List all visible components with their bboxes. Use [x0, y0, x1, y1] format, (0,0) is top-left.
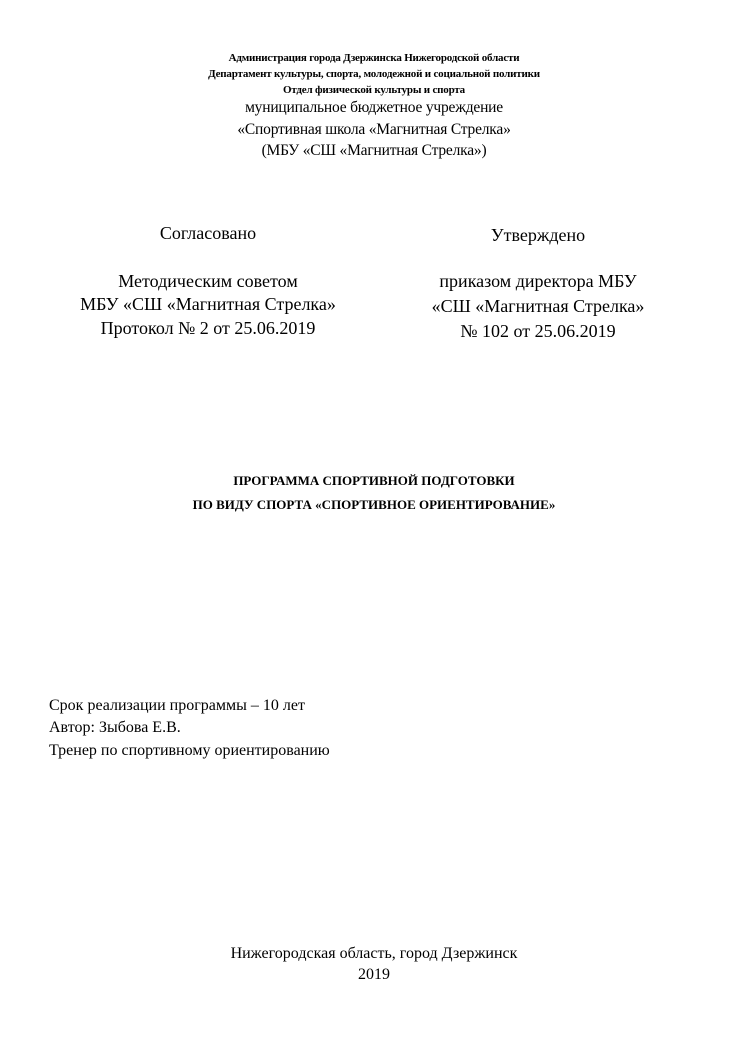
approval-left-line1: Методическим советом — [118, 271, 298, 291]
program-author: Автор: Зыбова Е.В. — [49, 719, 181, 736]
program-title-line1: ПРОГРАММА СПОРТИВНОЙ ПОДГОТОВКИ — [233, 473, 515, 488]
approval-right-line1: приказом директора МБУ — [439, 271, 637, 291]
program-term: Срок реализации программы – 10 лет — [49, 697, 305, 714]
approval-left-line2: МБУ «СШ «Магнитная Стрелка» — [80, 294, 336, 314]
footer-year: 2019 — [358, 966, 390, 983]
approval-left-line3: Протокол № 2 от 25.06.2019 — [100, 318, 316, 338]
author-role: Тренер по спортивному ориентированию — [49, 742, 330, 759]
program-title-line2: ПО ВИДУ СПОРТА «СПОРТИВНОЕ ОРИЕНТИРОВАНИЕ» — [192, 497, 556, 512]
header-institution-type: муниципальное бюджетное учреждение — [245, 99, 503, 116]
header-division: Отдел физической культуры и спорта — [283, 84, 465, 96]
header-institution-abbr: (МБУ «СШ «Магнитная Стрелка») — [261, 142, 487, 159]
approval-left-heading: Согласовано — [159, 223, 257, 243]
approval-right-line3: № 102 от 25.06.2019 — [460, 321, 616, 341]
header-institution-name: «Спортивная школа «Магнитная Стрелка» — [237, 121, 511, 138]
approval-right-line2: «СШ «Магнитная Стрелка» — [431, 296, 645, 316]
header-administration: Администрация города Дзержинска Нижегородской области — [228, 52, 520, 64]
approval-right-heading: Утверждено — [490, 225, 586, 245]
header-department: Департамент культуры, спорта, молодежной и социальной политики — [208, 68, 540, 80]
footer-place: Нижегородская область, город Дзержинск — [230, 945, 518, 962]
